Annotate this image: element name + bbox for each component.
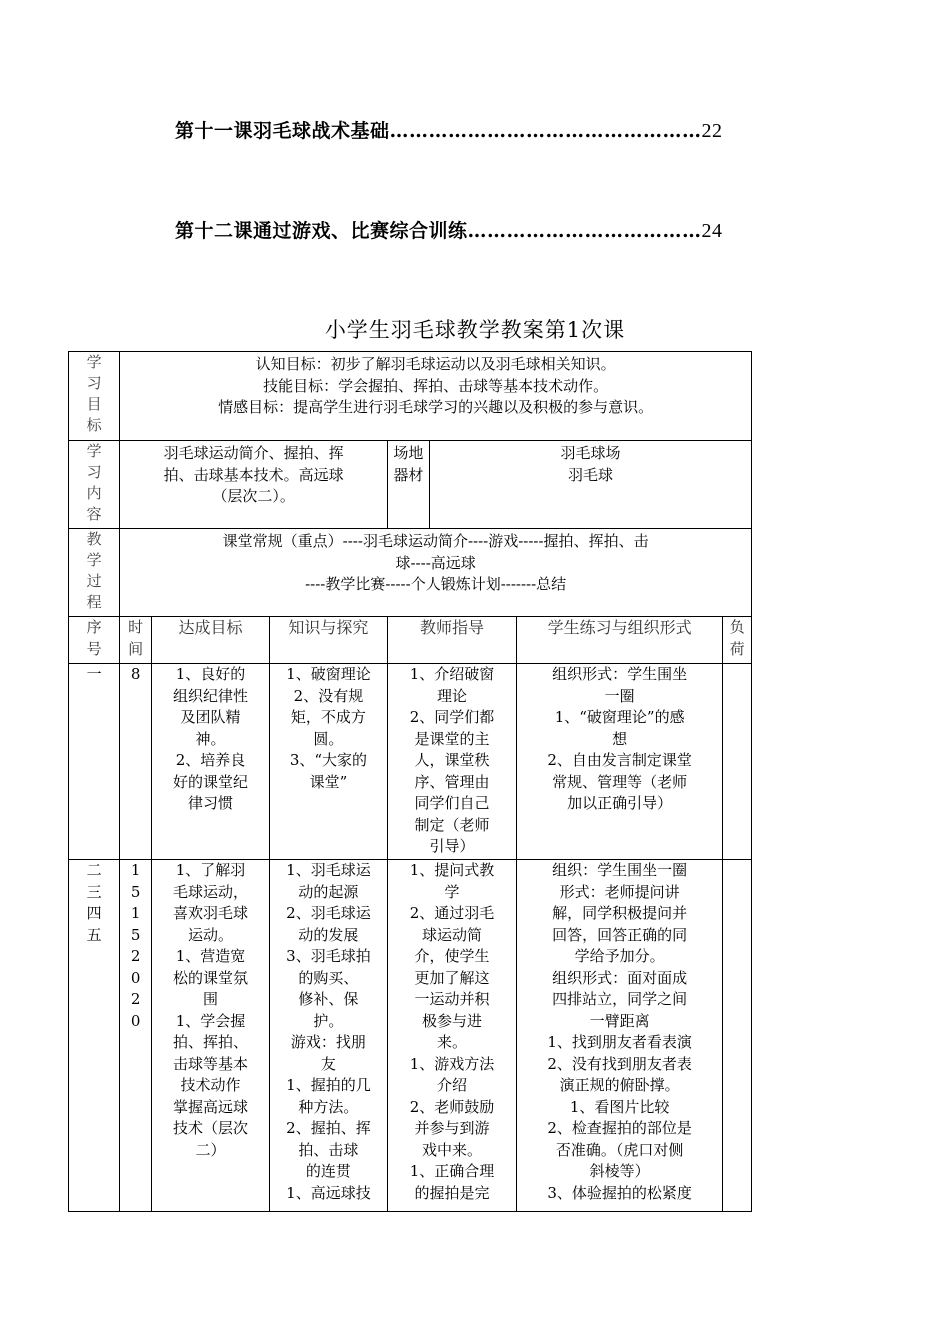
row-seq bbox=[69, 664, 120, 860]
cell-line: 目 bbox=[86, 395, 102, 413]
cell-line: 喜欢羽毛球 bbox=[173, 904, 249, 922]
cell-line: 2、握拍、挥 bbox=[286, 1119, 371, 1137]
cell-line: 2、羽毛球运 bbox=[286, 904, 371, 922]
cell-line: 组织纪律性 bbox=[173, 686, 249, 705]
cell-line: 的连贯 bbox=[305, 1162, 351, 1180]
toc-page-number: 24 bbox=[701, 220, 723, 242]
content-label bbox=[69, 441, 120, 529]
toc-entry-title: 第十二课通过游戏、比赛综合训练 bbox=[175, 220, 468, 242]
header-time bbox=[120, 617, 152, 664]
cell-line: 1、良好的 bbox=[175, 665, 246, 683]
cell-line: 8 bbox=[130, 665, 141, 683]
row-load bbox=[723, 860, 752, 1212]
objectives-row bbox=[69, 352, 752, 441]
cell-line: 掌握高远球 bbox=[173, 1097, 249, 1116]
cell-line: 认知目标：初步了解羽毛球运动以及羽毛球相关知识。 bbox=[255, 355, 616, 373]
cell-line: 1、找到朋友者看表演 bbox=[547, 1033, 692, 1051]
cell-line: 3、羽毛球拍 bbox=[286, 947, 371, 965]
cell-line: 制定（老师 bbox=[414, 815, 490, 834]
cell-line: 极参与进 bbox=[421, 1011, 482, 1030]
cell-line: 球运动简 bbox=[421, 925, 482, 944]
cell-line: 圆。 bbox=[313, 729, 344, 748]
cell-line: 否准确。（虎口对侧 bbox=[555, 1140, 684, 1159]
cell-line: 容 bbox=[86, 505, 102, 523]
cell-line: 1、正确合理 bbox=[409, 1162, 495, 1180]
cell-line: 1 bbox=[130, 904, 141, 922]
cell-line: 0 bbox=[130, 968, 141, 987]
process-row bbox=[69, 529, 752, 617]
cell-line: 游戏：找朋 bbox=[290, 1033, 366, 1051]
cell-line: 及团队精 bbox=[180, 708, 241, 726]
cell-line: 组织形式：学生围坐 bbox=[552, 665, 688, 683]
cell-line: 是课堂的主 bbox=[414, 729, 490, 748]
cell-line: 五 bbox=[86, 925, 102, 944]
cell-line: 过 bbox=[86, 572, 102, 590]
cell-line: 好的课堂纪 bbox=[173, 772, 249, 791]
cell-line: 学 bbox=[86, 353, 102, 371]
cell-line: 二） bbox=[195, 1140, 226, 1159]
cell-line: 5 bbox=[130, 925, 141, 944]
cell-line: 2 bbox=[130, 990, 141, 1008]
cell-line: 介绍 bbox=[436, 1076, 467, 1094]
cell-line: 1、看图片比较 bbox=[569, 1097, 670, 1116]
row-time bbox=[120, 664, 152, 860]
toc-entry-lesson-11[interactable] bbox=[175, 116, 723, 143]
cell-line: 松的课堂氛 bbox=[173, 968, 249, 987]
cell-line: 人，课堂秩 bbox=[414, 751, 490, 769]
cell-line: 时 bbox=[128, 618, 144, 636]
cell-line: 技术动作 bbox=[180, 1076, 241, 1094]
header-student: 学生练习与组织形式 bbox=[517, 617, 723, 664]
cell-line: 1、破窗理论 bbox=[286, 665, 371, 683]
process-text bbox=[120, 529, 752, 617]
cell-line: ----教学比赛-----个人锻炼计划-------总结 bbox=[305, 575, 567, 593]
cell-line: 引导） bbox=[429, 837, 475, 855]
cell-line: 加以正确引导） bbox=[567, 794, 673, 812]
cell-line: 1、“破窗理论”的感 bbox=[554, 708, 685, 726]
cell-line: 技能目标：学会握拍、挥拍、击球等基本技术动作。 bbox=[263, 376, 609, 395]
cell-line: 羽毛球场 bbox=[560, 444, 621, 462]
cell-line: 2、老师鼓励 bbox=[409, 1097, 495, 1116]
cell-line: 组织形式：面对面成 bbox=[552, 968, 688, 987]
content-row bbox=[69, 441, 752, 529]
cell-line: 技术（层次 bbox=[173, 1119, 249, 1137]
row-goal bbox=[152, 664, 270, 860]
cell-line: 学 bbox=[444, 882, 460, 901]
cell-line: 1、高远球技 bbox=[286, 1183, 371, 1202]
cell-line: 拍、挥拍、 bbox=[173, 1033, 249, 1051]
objectives-label bbox=[69, 352, 120, 441]
header-knowledge: 知识与探究 bbox=[269, 617, 387, 664]
cell-line: 并参与到游 bbox=[414, 1119, 490, 1137]
cell-line: 二 bbox=[86, 861, 102, 879]
cell-line: 的握拍是完 bbox=[414, 1183, 490, 1202]
cell-line: 律习惯 bbox=[188, 794, 234, 812]
cell-line: 1、了解羽 bbox=[175, 861, 246, 879]
cell-line: 0 bbox=[130, 1011, 141, 1030]
cell-line: 介，使学生 bbox=[414, 947, 490, 965]
cell-line: 1 bbox=[130, 861, 141, 879]
cell-line: 程 bbox=[86, 593, 102, 611]
cell-line: 学给予加分。 bbox=[574, 947, 665, 965]
row-teacher bbox=[387, 664, 516, 860]
cell-line: 标 bbox=[86, 416, 102, 434]
cell-line: 斜棱等） bbox=[589, 1162, 650, 1180]
header-load bbox=[723, 617, 752, 664]
table-row bbox=[69, 860, 752, 1212]
cell-line: 毛球运动， bbox=[173, 882, 249, 901]
cell-line: 羽毛球 bbox=[567, 465, 613, 484]
cell-line: 3、“大家的 bbox=[289, 751, 368, 769]
cell-line: 更加了解这 bbox=[414, 968, 490, 987]
cell-line: 1、游戏方法 bbox=[409, 1054, 495, 1073]
cell-line: 修补、保 bbox=[298, 990, 359, 1008]
cell-line: （层次二）。 bbox=[212, 487, 295, 505]
cell-line: 间 bbox=[128, 639, 144, 658]
header-goal: 达成目标 bbox=[152, 617, 270, 664]
cell-line: 神。 bbox=[195, 729, 226, 748]
column-header-row bbox=[69, 617, 752, 664]
row-load bbox=[723, 664, 752, 860]
cell-line: 1、握拍的几 bbox=[286, 1076, 371, 1094]
cell-line: 戏中来。 bbox=[421, 1140, 482, 1159]
cell-line: 5 bbox=[130, 882, 141, 901]
content-text bbox=[120, 441, 388, 529]
cell-line: 情感目标：提高学生进行羽毛球学习的兴趣以及积极的参与意识。 bbox=[218, 398, 654, 416]
cell-line: 理论 bbox=[436, 686, 467, 705]
cell-line: 1、提问式教 bbox=[409, 861, 495, 879]
cell-line: 动的起源 bbox=[298, 882, 359, 901]
row-student bbox=[517, 664, 723, 860]
cell-line: 一运动并积 bbox=[414, 990, 490, 1008]
cell-line: 2、培养良 bbox=[175, 751, 246, 769]
cell-line: 同学们自己 bbox=[414, 794, 490, 812]
cell-line: 课堂常规（重点）----羽毛球运动简介----游戏-----握拍、挥拍、击 bbox=[222, 532, 649, 550]
cell-line: 学 bbox=[86, 551, 102, 569]
cell-line: 2、没有找到朋友者表 bbox=[547, 1054, 692, 1073]
cell-line: 2、没有规 bbox=[293, 686, 364, 705]
lesson-title: 小学生羽毛球教学教案第1次课 bbox=[324, 318, 626, 342]
cell-line: 习 bbox=[86, 463, 102, 481]
cell-line: 解，同学积极提问并 bbox=[552, 904, 688, 922]
cell-line: 来。 bbox=[436, 1033, 467, 1051]
cell-line: 球----高远球 bbox=[395, 553, 476, 572]
cell-line: 友 bbox=[320, 1054, 336, 1073]
lesson-plan-table bbox=[68, 351, 752, 1212]
cell-line: 的购买、 bbox=[298, 968, 359, 987]
cell-line: 荷 bbox=[729, 639, 745, 658]
venue-equipment-text bbox=[429, 441, 751, 529]
cell-line: 一臂距离 bbox=[589, 1011, 650, 1030]
cell-line: 矩，不成方 bbox=[290, 708, 366, 726]
cell-line: 组织：学生围坐一圈 bbox=[552, 861, 688, 879]
objectives-text bbox=[120, 352, 752, 441]
cell-line: 四 bbox=[86, 904, 102, 922]
row-teacher bbox=[387, 860, 516, 1212]
cell-line: 2、自由发言制定课堂 bbox=[547, 751, 692, 769]
cell-line: 想 bbox=[612, 729, 628, 748]
cell-line: 演正规的俯卧撑。 bbox=[559, 1076, 680, 1094]
cell-line: 3、体验握拍的松紧度 bbox=[547, 1183, 692, 1202]
cell-line: 一圈 bbox=[604, 686, 635, 705]
header-seq bbox=[69, 617, 120, 664]
cell-line: 1、营造宽 bbox=[175, 947, 246, 965]
cell-line: 2 bbox=[130, 947, 141, 965]
cell-line: 击球等基本 bbox=[173, 1054, 249, 1073]
cell-line: 种方法。 bbox=[298, 1097, 359, 1116]
cell-line: 序、管理由 bbox=[414, 772, 490, 791]
cell-line: 拍、击球基本技术。高远球 bbox=[163, 465, 344, 484]
cell-line: 一 bbox=[86, 665, 102, 683]
cell-line: 常规、管理等（老师 bbox=[552, 772, 688, 791]
cell-line: 三 bbox=[86, 882, 102, 901]
toc-leader-dots: ……………………………… bbox=[467, 220, 702, 242]
cell-line: 负 bbox=[729, 618, 745, 636]
cell-line: 形式：老师提问讲 bbox=[559, 882, 680, 901]
cell-line: 2、通过羽毛 bbox=[409, 904, 495, 922]
cell-line: 器材 bbox=[393, 465, 424, 484]
cell-line: 运动。 bbox=[188, 925, 234, 944]
cell-line: 号 bbox=[86, 639, 102, 658]
cell-line: 场地 bbox=[393, 444, 424, 462]
row-seq bbox=[69, 860, 120, 1212]
cell-line: 教 bbox=[86, 530, 102, 548]
toc-entry-title: 第十一课羽毛球战术基础 bbox=[175, 120, 390, 142]
cell-line: 动的发展 bbox=[298, 925, 359, 944]
cell-line: 1、学会握 bbox=[175, 1011, 246, 1030]
row-goal bbox=[152, 860, 270, 1212]
cell-line: 四排站立，同学之间 bbox=[552, 990, 688, 1008]
venue-equipment-label bbox=[387, 441, 429, 529]
toc-entry-lesson-12[interactable] bbox=[175, 216, 723, 243]
cell-line: 围 bbox=[203, 990, 219, 1008]
row-knowledge bbox=[269, 664, 387, 860]
cell-line: 1、羽毛球运 bbox=[286, 861, 371, 879]
process-label bbox=[69, 529, 120, 617]
row-time bbox=[120, 860, 152, 1212]
row-student bbox=[517, 860, 723, 1212]
cell-line: 课堂” bbox=[309, 772, 348, 791]
cell-line: 学 bbox=[86, 442, 102, 460]
cell-line: 1、介绍破窗 bbox=[409, 665, 495, 683]
toc-leader-dots: ………………………………………… bbox=[389, 120, 702, 142]
header-teacher: 教师指导 bbox=[387, 617, 516, 664]
cell-line: 序 bbox=[86, 618, 102, 636]
table-row bbox=[69, 664, 752, 860]
row-knowledge bbox=[269, 860, 387, 1212]
cell-line: 拍、击球 bbox=[298, 1140, 359, 1159]
cell-line: 回答，回答正确的同 bbox=[552, 925, 688, 944]
toc-page-number: 22 bbox=[701, 120, 723, 142]
cell-line: 护。 bbox=[313, 1011, 344, 1030]
cell-line: 内 bbox=[86, 484, 102, 502]
cell-line: 羽毛球运动简介、握拍、挥 bbox=[163, 444, 344, 462]
cell-line: 2、检查握拍的部位是 bbox=[547, 1119, 692, 1137]
cell-line: 习 bbox=[86, 374, 102, 392]
cell-line: 2、同学们都 bbox=[409, 708, 495, 726]
